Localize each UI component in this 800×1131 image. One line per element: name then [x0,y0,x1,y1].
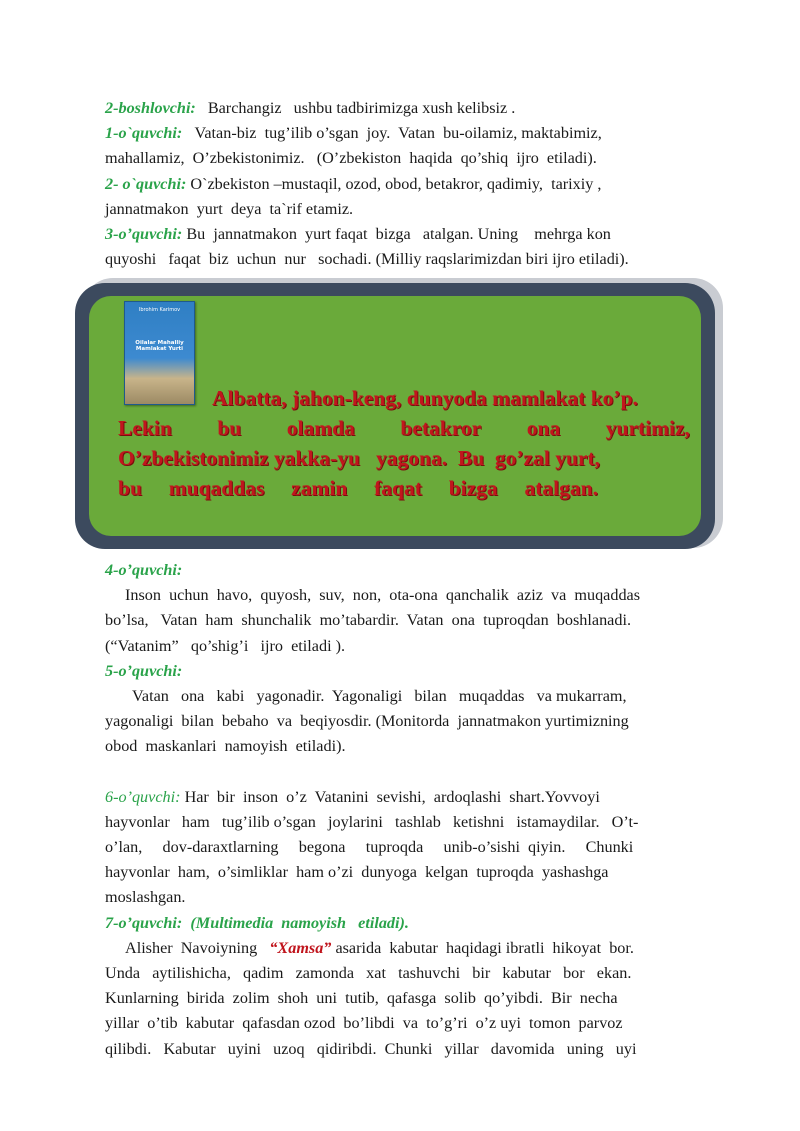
paragraph-2-line-1 [105,121,715,146]
book-title: Oilalar Mahalliy Mamlakat Yurti [135,340,184,352]
speaker-label: 3-o’quvchi: [105,225,183,244]
paragraph-8-line-5: qilibdi. Kabutar uyini uzoq qidiribdi. Chunki yillar davomida uning uyi [105,1039,637,1058]
banner-line-3: O’zbekistonimiz yakka-yu yagona. Bu go’zal yurt, [118,446,600,470]
document-body [105,96,715,272]
banner-line-1: Albatta, jahon-keng, dunyoda mamlakat ko’p. [212,386,638,410]
document-body-lower [105,558,715,1062]
banner-line-2: Lekin bu olamda betakror ona yurtimiz, [118,416,690,440]
paragraph-3-line-2: jannatmakon yurt deya ta`rif etamiz. [105,199,354,218]
paragraph-3-line-1 [105,172,715,197]
paragraph-1 [105,96,715,121]
work-title: “Xamsa” [269,938,332,957]
paragraph-7-line-3: o’lan, dov-daraxtlarning begona tuproqda unib-o’sishi qiyin. Chunki [105,838,634,857]
speaker-label: 1-o`quvchi: [105,124,183,143]
paragraph-text: Bu jannatmakon yurt faqat bizga atalgan. Uning mehrga kon [186,225,611,244]
speaker-label: 6-o’quvchi: [105,787,181,806]
paragraph-7-line-5: moslashgan. [105,888,186,907]
paragraph-text: Vatan-biz tug’ilib o’sgan joy. Vatan bu-oilamiz, maktabimiz, [194,124,602,143]
speaker-label: 2-boshlovchi: [105,99,196,117]
paragraph-7-line-2: hayvonlar ham tug’ilib o’sgan joylarini tashlab ketishni istamaydilar. O’t- [105,812,639,831]
paragraph-4-line-1 [105,222,715,247]
paragraph-8-line-2: Unda aytilishicha, qadim zamonda xat tashuvchi bir kabutar bor ekan. [105,964,632,983]
paragraph-text: O`zbekiston –mustaqil, ozod, obod, betakror, qadimiy, tarixiy , [190,174,602,193]
book-author: Ibrohim Karimov [138,307,181,313]
paragraph-8-speaker: 7-o’quvchi: (Multimedia namoyish etiladi). [105,913,409,932]
paragraph-text: Barchangiz ushbu tadbirimizga xush kelibsiz . [207,99,516,117]
paragraph-5-line-3: (“Vatanim” qo’shig’i ijro etiladi ). [105,636,346,655]
paragraph-6-line-1: Vatan ona kabi yagonadir. Yagonaligi bilan muqaddas va mukarram, [132,687,627,706]
paragraph-6-line-2: yagonaligi bilan bebaho va beqiyosdir. (Monitorda jannatmakon yurtimizning [105,712,629,731]
banner-line-4: bu muqaddas zamin faqat bizga atalgan. [118,476,598,500]
banner-quote [118,383,690,503]
paragraph-8-line-3: Kunlarning birida zolim shoh uni tutib, qafasga solib qo’yibdi. Bir necha [105,989,618,1008]
paragraph-8-line-1: Alisher Navoiyning “Xamsa” asarida kabutar haqidagi ibratli hikoyat bor. [105,936,715,961]
paragraph-5-line-1: Inson uchun havo, quyosh, suv, non, ota-ona qanchalik aziz va muqaddas [125,586,641,605]
paragraph-4-line-2: quyoshi faqat biz uchun nur sochadi. (Milliy raqslarimizdan biri ijro etiladi). [105,250,629,269]
paragraph-2-line-2: mahallamiz, O’zbekistonimiz. (O’zbekiston haqida qo’shiq ijro etiladi). [105,149,597,168]
paragraph-7-line-4: hayvonlar ham, o’simliklar ham o’zi dunyoga kelgan tuproqda yashashga [105,863,609,882]
paragraph-5-speaker: 4-o’quvchi: [105,561,183,579]
paragraph-8-line-4: yillar o’tib kabutar qafasdan ozod bo’libdi va to’g’ri o’z uyi tomon parvoz [105,1014,623,1033]
paragraph-5-line-2: bo’lsa, Vatan ham shunchalik mo’tabardir. Vatan ona tuproqdan boshlanadi. [105,611,631,630]
speaker-label: 2- o`quvchi: [105,174,187,193]
paragraph-6-line-3: obod maskanlari namoyish etiladi). [105,737,346,756]
paragraph-6-speaker: 5-o’quvchi: [105,661,183,680]
paragraph-7-line-1: 6-o’quvchi: Har bir inson o’z Vatanini sevishi, ardoqlashi shart.Yovvoyi [105,785,715,810]
